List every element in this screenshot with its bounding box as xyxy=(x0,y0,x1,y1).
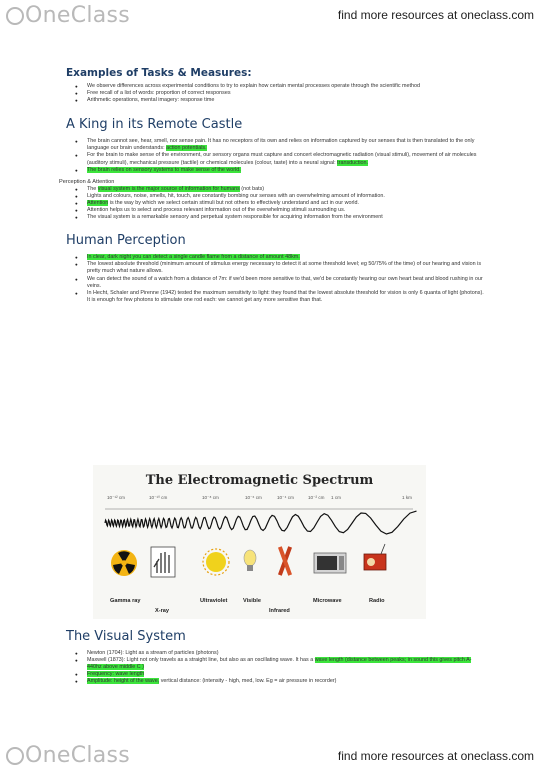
oneclass-logo[interactable] xyxy=(6,743,130,768)
human-perception-list xyxy=(66,254,486,304)
scale-label: 10⁻⁸ cm xyxy=(202,495,219,500)
scale-label: 10⁻⁴ cm xyxy=(277,495,294,500)
list-item: ● Attention helps us to select and process relevant information out of the overwhelming stimuli surrounding us. xyxy=(66,207,486,214)
page-header xyxy=(0,0,544,34)
list-item: ● In clear, dark night you can detect a single candle flame from a distance of amount 48km. xyxy=(66,254,486,261)
section-heading-visual-system: The Visual System xyxy=(66,629,186,644)
scale-label: 10⁻⁶ cm xyxy=(245,495,262,500)
radio-icon xyxy=(364,544,386,570)
king-list xyxy=(66,138,486,173)
electromagnetic-spectrum-figure xyxy=(93,465,426,619)
bulb-icon xyxy=(244,550,256,571)
list-item: ● Attention is the way by which we select certain stimuli but not others to effectively understand and act in our world. xyxy=(66,200,486,207)
oneclass-logo[interactable] xyxy=(6,3,130,28)
list-item: ● The visual system is a remarkable sensory and perpetual system responsible for acquiring information from the environment xyxy=(66,214,486,221)
list-item: ● We can detect the sound of a watch from a distance of 7m: if we'd been more sensitive to that, we'd be constantly hearing our own heart beat and blood rushing in our veins. xyxy=(66,276,486,290)
band-label-visible: Visible xyxy=(243,598,261,604)
logo-text: OneClass xyxy=(25,743,131,768)
section-heading-king: A King in its Remote Castle xyxy=(66,117,243,133)
oneclass-logo-icon xyxy=(6,7,24,25)
wave-line xyxy=(105,511,417,534)
band-label-radio: Radio xyxy=(369,598,385,604)
subheading-perception-attention: Perception & Attention xyxy=(59,178,115,185)
resources-link[interactable]: find more resources at oneclass.com xyxy=(337,8,534,22)
microwave-icon xyxy=(314,553,346,573)
tasks-list xyxy=(66,83,486,104)
list-item: ● Maxwell (1873): Light not only travels as a straight line, but also as an oscillating wave. It has a wave length (distance between peaks; in sound this gives pitch A-440hz above middle C ) xyxy=(66,657,486,671)
scale-label: 10⁻¹² cm xyxy=(107,495,125,500)
list-item: ● Frequency: wave length xyxy=(66,671,486,678)
band-label-infrared: Infrared xyxy=(269,608,290,614)
list-item: ● Free recall of a list of words: proportion of correct responses xyxy=(66,90,486,97)
spectrum-graphic xyxy=(93,465,426,619)
visual-system-list xyxy=(66,650,486,685)
visual-system-section xyxy=(66,629,486,685)
scale-label: 10⁻¹⁰ cm xyxy=(149,495,168,500)
list-item: ● Amplitude: height of the wave, vertical distance: (intensity - high, med, low. Eg = air pressure in recorder) xyxy=(66,678,486,685)
list-item: ● Newton (1704): Light as a stream of particles (photons) xyxy=(66,650,486,657)
oneclass-logo-icon xyxy=(6,747,24,765)
band-label-gamma: Gamma ray xyxy=(110,598,141,604)
scale-label: 10⁻² cm xyxy=(308,495,325,500)
section-heading-human-perception: Human Perception xyxy=(66,233,186,249)
list-item: ● The lowest absolute threshold (minimum amount of stimulus energy necessary to detect it at some threshold level; eg 50/75% of the time) of our hearing and vision is pretty much what nature allows. xyxy=(66,261,486,275)
figure-title: The Electromagnetic Spectrum xyxy=(145,473,374,488)
perception-list xyxy=(66,186,486,221)
list-item: ● The visual system is the major source of information for humans (not bats) xyxy=(66,186,486,193)
document-body xyxy=(59,64,486,304)
list-item: ● Arithmetic operations, mental imagery: response time xyxy=(66,97,486,104)
band-label-ultraviolet: Ultraviolet xyxy=(200,598,228,604)
list-item: ● We observe differences across experimental conditions to try to explain how certain mental processes operate through the scientific method xyxy=(66,83,486,90)
band-label-microwave: Microwave xyxy=(313,598,342,604)
list-item: ● In Hecht, Schaler and Pirenne (1942) tested the maximum sensitivity to light: they found that the lowest absolute threshold for vision is only 6 quanta of light (photons). It is enough for few photons to stimulate one rod each: we cannot get any more sensitive than that. xyxy=(66,290,486,304)
list-item: ● Lights and colours, noise, smells, hit, touch, are constantly bombing our senses with an overwhelming amount of information. xyxy=(66,193,486,200)
sun-icon xyxy=(203,549,229,575)
page-footer xyxy=(0,738,544,770)
scale-label: 1 km xyxy=(402,495,412,500)
section-heading-tasks: Examples of Tasks & Measures: xyxy=(66,67,252,79)
band-label-xray: X-ray xyxy=(155,608,169,614)
radiation-icon xyxy=(111,550,137,576)
resources-link[interactable]: find more resources at oneclass.com xyxy=(337,749,534,763)
list-item: ● The brain relies on sensory systems to make sense of the world. xyxy=(66,167,486,174)
scale-label: 1 cm xyxy=(331,495,341,500)
hand-xray-icon xyxy=(151,547,175,577)
logo-text: OneClass xyxy=(25,3,131,28)
list-item: ● For the brain to make sense of the environment, our sensory organs must capture and concert electromagnetic radiation (visual stimuli), movement of air molecules (auditory stimuli), mechanical pressure (tactile) or chemical molecules (colour, taste) into a neural signal: transduction. xyxy=(66,152,486,166)
list-item: ● The brain cannot see, hear, smell, nor sense pain. It has no receptors of its own and relies on information captured by our senses that is then translated to the only language our brain understands: action potentials. xyxy=(66,138,486,152)
heater-icon xyxy=(278,546,292,576)
